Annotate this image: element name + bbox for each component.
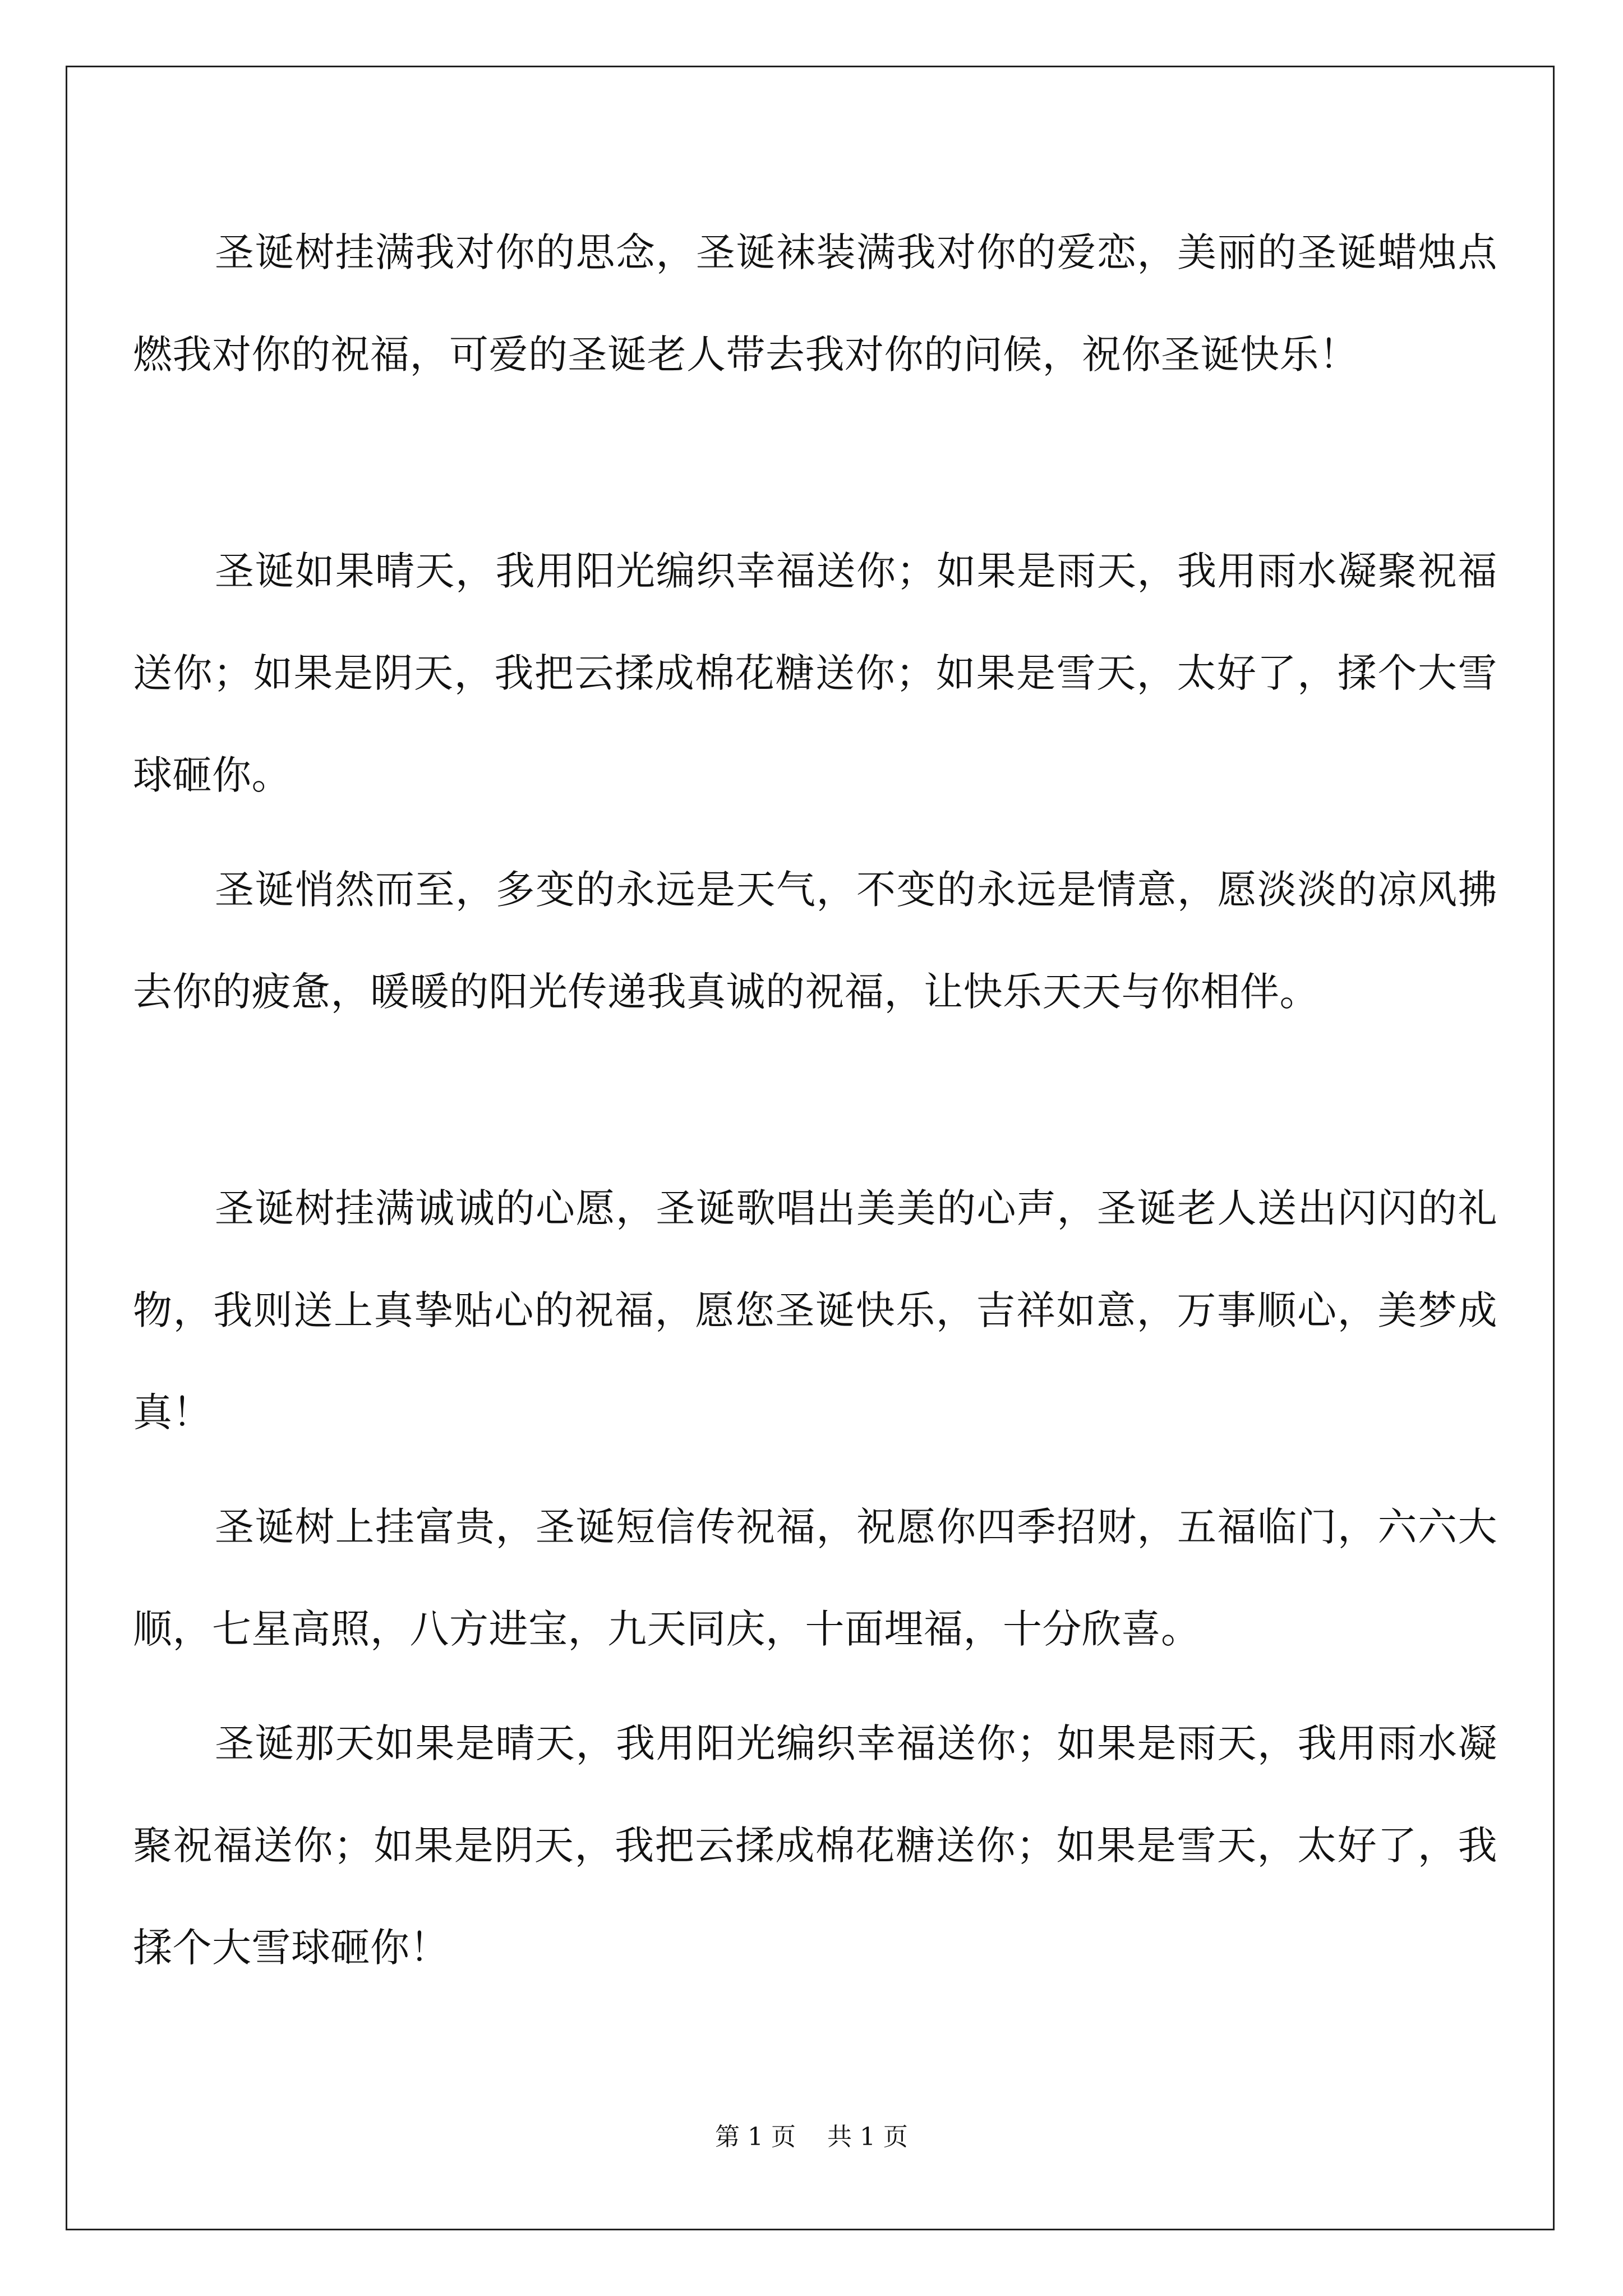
paragraph: 圣诞树挂满诚诚的心愿，圣诞歌唱出美美的心声，圣诞老人送出闪闪的礼物，我则送上真挚贴心的祝福，愿您圣诞快乐，吉祥如意，万事顺心，美梦成真！: [133, 1185, 1497, 1435]
paragraph: 圣诞如果晴天，我用阳光编织幸福送你；如果是雨天，我用雨水凝聚祝福送你；如果是阴天，我把云揉成棉花糖送你；如果是雪天，太好了，揉个大雪球砸你。: [133, 548, 1497, 798]
paragraph: 圣诞树上挂富贵，圣诞短信传祝福，祝愿你四季招财，五福临门，六六大顺，七星高照，八方进宝，九天同庆，十面埋福，十分欣喜。: [133, 1504, 1497, 1652]
paragraph: 圣诞树挂满我对你的思念，圣诞袜装满我对你的爱恋，美丽的圣诞蜡烛点燃我对你的祝福，可爱的圣诞老人带去我对你的问候，祝你圣诞快乐！: [133, 229, 1497, 378]
paragraph: 圣诞那天如果是晴天，我用阳光编织幸福送你；如果是雨天，我用雨水凝聚祝福送你；如果是阴天，我把云揉成棉花糖送你；如果是雪天，太好了，我揉个大雪球砸你！: [133, 1720, 1497, 1971]
paragraph: 圣诞悄然而至，多变的永远是天气，不变的永远是情意，愿淡淡的凉风拂去你的疲惫，暖暖的阳光传递我真诚的祝福，让快乐天天与你相伴。: [133, 867, 1497, 1015]
page-number-footer: 第 1 页 共 1 页: [715, 2123, 908, 2151]
